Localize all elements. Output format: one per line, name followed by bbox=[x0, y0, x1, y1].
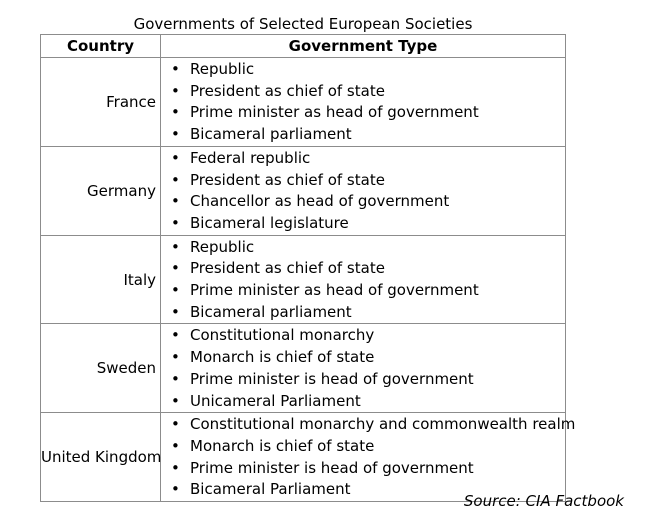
list-item-text: Bicameral parliament bbox=[190, 302, 352, 321]
bullet-icon: • bbox=[171, 369, 180, 388]
bullet-icon: • bbox=[171, 391, 180, 410]
table-body bbox=[41, 58, 576, 502]
bullet-icon: • bbox=[171, 326, 180, 345]
table-row bbox=[41, 146, 566, 235]
bullet-icon: • bbox=[171, 170, 180, 189]
list-item-text: Constitutional monarchy and commonwealth realm bbox=[190, 415, 576, 434]
list-item-text: Constitutional monarchy bbox=[190, 326, 375, 345]
list-item bbox=[171, 258, 565, 280]
country-cell: Italy bbox=[41, 235, 161, 324]
list-item-text: Bicameral legislature bbox=[190, 213, 349, 232]
table-row bbox=[41, 413, 566, 502]
list-item bbox=[171, 436, 565, 458]
government-type-list bbox=[161, 236, 565, 324]
government-type-cell bbox=[161, 146, 566, 235]
list-item-text: Prime minister is head of government bbox=[190, 369, 474, 388]
bullet-icon: • bbox=[171, 480, 180, 499]
list-item-text: President as chief of state bbox=[190, 81, 385, 100]
list-item bbox=[171, 280, 565, 302]
bullet-icon: • bbox=[171, 125, 180, 144]
list-item bbox=[171, 302, 565, 324]
list-item bbox=[171, 124, 565, 146]
government-type-list bbox=[161, 147, 565, 235]
bullet-icon: • bbox=[171, 436, 180, 455]
list-item-text: Republic bbox=[190, 60, 255, 78]
government-type-list bbox=[161, 324, 565, 412]
source-note: Source: CIA Factbook bbox=[463, 492, 624, 510]
bullet-icon: • bbox=[171, 148, 180, 167]
list-item-text: Bicameral parliament bbox=[190, 125, 352, 144]
list-item-text: Chancellor as head of government bbox=[190, 192, 450, 211]
list-item bbox=[171, 458, 565, 480]
column-header-government-type: Government Type bbox=[161, 35, 566, 58]
list-item-text: Unicameral Parliament bbox=[190, 391, 361, 410]
list-item bbox=[171, 325, 565, 347]
table-row bbox=[41, 235, 566, 324]
list-item bbox=[171, 369, 565, 391]
bullet-icon: • bbox=[171, 213, 180, 232]
list-item-text: President as chief of state bbox=[190, 170, 385, 189]
list-item-text: Federal republic bbox=[190, 148, 311, 167]
list-item bbox=[171, 81, 565, 103]
bullet-icon: • bbox=[171, 259, 180, 278]
bullet-icon: • bbox=[171, 415, 180, 434]
government-type-cell bbox=[161, 324, 566, 413]
bullet-icon: • bbox=[171, 81, 180, 100]
table-header-row bbox=[41, 35, 566, 58]
list-item-text: Prime minister as head of government bbox=[190, 103, 479, 122]
bullet-icon: • bbox=[171, 192, 180, 211]
list-item bbox=[171, 237, 565, 259]
list-item-text: President as chief of state bbox=[190, 259, 385, 278]
bullet-icon: • bbox=[171, 60, 180, 78]
government-table bbox=[40, 34, 576, 502]
government-type-cell bbox=[161, 413, 576, 502]
government-type-cell bbox=[161, 58, 566, 147]
list-item bbox=[171, 213, 565, 235]
country-cell: United Kingdom bbox=[41, 413, 161, 502]
list-item-text: Monarch is chief of state bbox=[190, 348, 375, 367]
list-item-text: Prime minister is head of government bbox=[190, 458, 474, 477]
list-item-text: Prime minister as head of government bbox=[190, 281, 479, 300]
list-item bbox=[171, 170, 565, 192]
country-cell: France bbox=[41, 58, 161, 147]
country-cell: Sweden bbox=[41, 324, 161, 413]
bullet-icon: • bbox=[171, 302, 180, 321]
bullet-icon: • bbox=[171, 348, 180, 367]
country-cell: Germany bbox=[41, 146, 161, 235]
bullet-icon: • bbox=[171, 103, 180, 122]
bullet-icon: • bbox=[171, 281, 180, 300]
list-item bbox=[171, 102, 565, 124]
list-item-text: Monarch is chief of state bbox=[190, 436, 375, 455]
bullet-icon: • bbox=[171, 237, 180, 256]
list-item bbox=[171, 59, 565, 81]
list-item bbox=[171, 191, 565, 213]
list-item-text: Bicameral Parliament bbox=[190, 480, 351, 499]
government-type-list bbox=[161, 58, 565, 146]
table-row bbox=[41, 58, 566, 147]
government-type-cell bbox=[161, 235, 566, 324]
table-row bbox=[41, 324, 566, 413]
table-caption: Governments of Selected European Societies bbox=[133, 15, 473, 33]
column-header-country: Country bbox=[41, 35, 161, 58]
list-item-text: Republic bbox=[190, 237, 255, 256]
list-item bbox=[171, 414, 576, 436]
list-item bbox=[171, 347, 565, 369]
bullet-icon: • bbox=[171, 458, 180, 477]
list-item bbox=[171, 148, 565, 170]
government-type-list bbox=[161, 413, 576, 501]
list-item bbox=[171, 391, 565, 413]
